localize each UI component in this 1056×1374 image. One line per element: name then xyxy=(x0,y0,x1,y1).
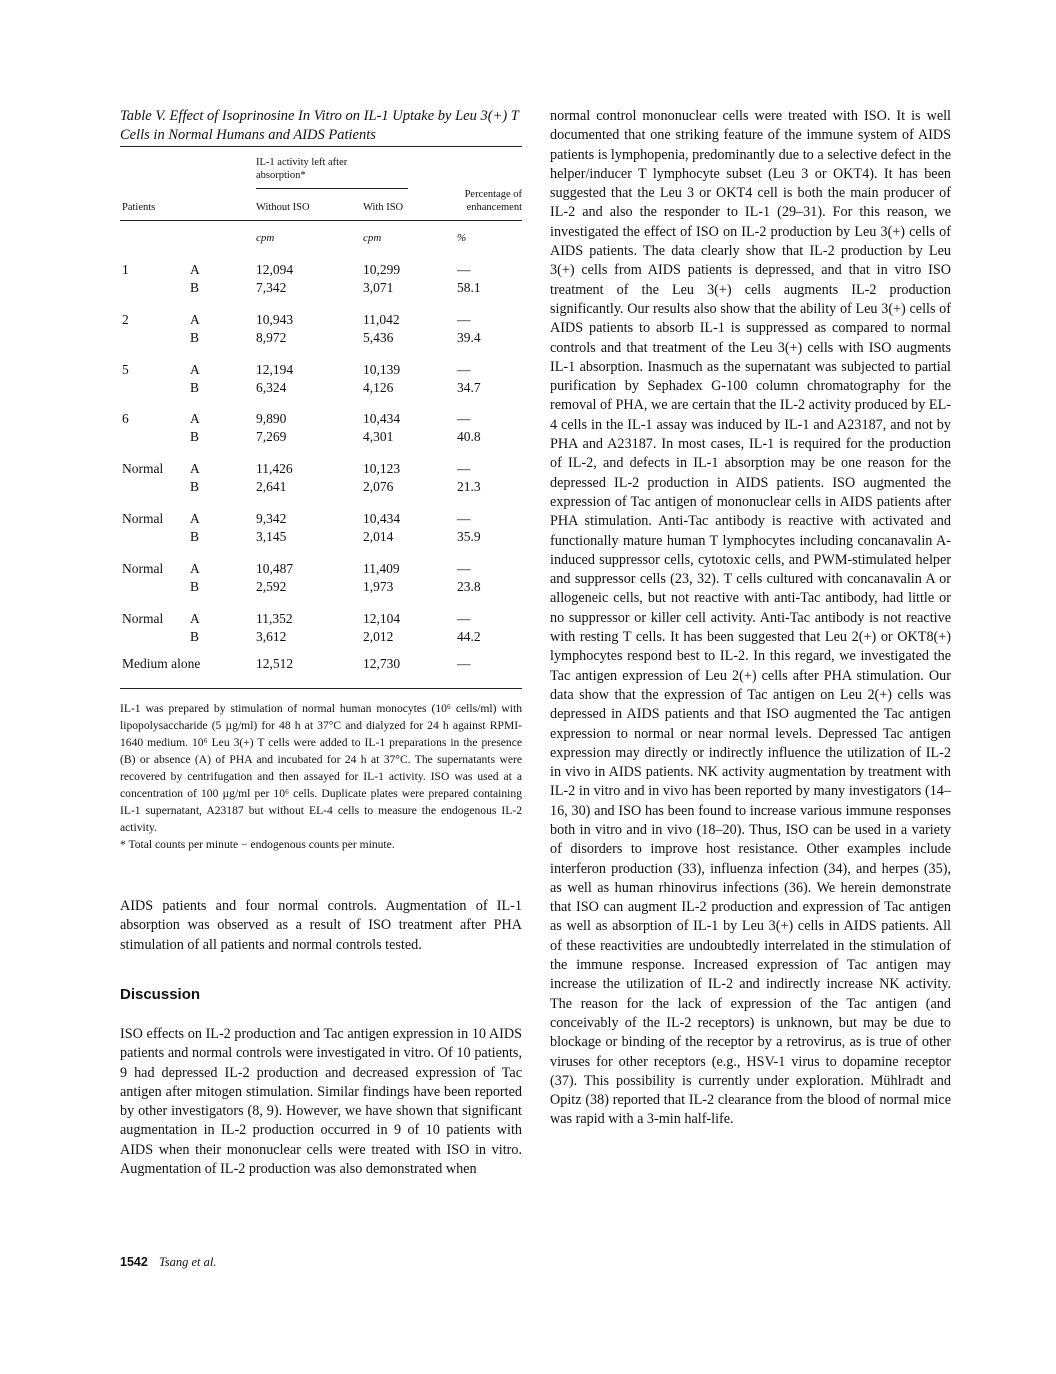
left-column-text-top xyxy=(120,897,522,955)
cell-condition: A xyxy=(190,511,200,526)
cell-percentage: 58.1 xyxy=(457,280,481,295)
cell-without-iso: 9,342 xyxy=(256,511,287,526)
medium-without: 12,512 xyxy=(256,656,294,671)
table-top-rule xyxy=(120,146,522,147)
cell-with-iso: 4,126 xyxy=(363,379,394,395)
cell-condition: B xyxy=(190,329,200,345)
col-with-iso: With ISO xyxy=(363,202,404,213)
medium-with: 12,730 xyxy=(363,656,401,671)
cell-patient: Normal xyxy=(122,511,164,526)
cell-without-iso: 8,972 xyxy=(256,329,287,345)
cell-percentage: — xyxy=(457,262,471,277)
cell-condition: A xyxy=(190,610,200,626)
cell-without-iso: 2,592 xyxy=(256,578,287,594)
left-column-text-bottom xyxy=(120,1025,522,1179)
cell-without-iso: 12,194 xyxy=(256,361,294,377)
cell-without-iso: 7,342 xyxy=(256,280,287,295)
cell-with-iso: 11,042 xyxy=(363,311,400,327)
cell-patient: Normal xyxy=(122,461,164,477)
table-caption: Table V. Effect of Isoprinosine In Vitro on IL-1 Uptake by Leu 3(+) T Cells in Normal Humans and AIDS Patients xyxy=(120,108,519,143)
cell-condition: A xyxy=(190,262,200,277)
cell-with-iso: 10,139 xyxy=(363,361,401,377)
cell-percentage: 35.9 xyxy=(457,529,481,544)
cell-percentage: 44.2 xyxy=(457,628,481,644)
table-footnote-star: * Total counts per minute − endogenous counts per minute. xyxy=(120,838,395,851)
cell-with-iso: 2,014 xyxy=(363,529,394,544)
cell-patient: 1 xyxy=(122,262,129,277)
cell-condition: A xyxy=(190,560,200,576)
cell-percentage: — xyxy=(457,560,471,576)
unit-cpm-with: cpm xyxy=(363,232,382,244)
cell-without-iso: 7,269 xyxy=(256,429,287,445)
col-patients: Patients xyxy=(122,202,156,213)
header-rule xyxy=(120,220,522,221)
cell-condition: B xyxy=(190,429,200,445)
cell-percentage: — xyxy=(457,461,471,477)
cell-with-iso: 10,434 xyxy=(363,411,401,427)
table-footnote: IL-1 was prepared by stimulation of normal human monocytes (10⁶ cells/ml) with lipopolysaccharide (5 µg/ml) for 48 h at 37°C and dialyzed for 24 h against RPMI-1640 medium. 10⁶ Leu 3(+) T cells were added to IL-1 preparations in the presence (B) or absence (A) of PHA and incubated for 24 h at 37°C. The supernatants were recovered by centrifugation and then assayed for IL-1 activity. ISO was used at a concentration of 100 µg/ml per 10⁶ cells. Duplicate plates were prepared containing IL-1 supernatant, A23187 but without EL-4 cells to measure the endogenous IL-2 activity. xyxy=(120,702,522,834)
cell-percentage: — xyxy=(457,411,471,427)
running-authors: Tsang et al. xyxy=(158,1255,217,1269)
cell-without-iso: 6,324 xyxy=(256,379,287,395)
medium-pct: — xyxy=(457,656,471,671)
right-column-text xyxy=(550,107,951,1130)
cell-condition: A xyxy=(190,461,200,477)
paragraph: AIDS patients and four normal controls. Augmentation of IL-1 absorption was observed as a result of ISO treatment after PHA stimulation of all patients and normal controls tested. xyxy=(120,898,522,953)
cell-without-iso: 11,352 xyxy=(256,610,293,626)
cell-percentage: — xyxy=(457,610,471,626)
cell-with-iso: 2,012 xyxy=(363,628,394,644)
cell-percentage: 21.3 xyxy=(457,479,481,495)
cell-without-iso: 9,890 xyxy=(256,411,287,427)
col-percentage: Percentage of enhancement xyxy=(464,189,522,213)
cell-with-iso: 5,436 xyxy=(363,329,394,345)
table-notes xyxy=(120,700,522,853)
cell-patient: 6 xyxy=(122,411,129,427)
cell-percentage: 39.4 xyxy=(457,329,481,345)
page-footer xyxy=(120,1255,216,1270)
cell-condition: A xyxy=(190,361,200,377)
cell-condition: A xyxy=(190,311,200,327)
cell-condition: B xyxy=(190,479,200,495)
cell-with-iso: 2,076 xyxy=(363,479,394,495)
cell-patient: Normal xyxy=(122,560,164,576)
unit-cpm-without: cpm xyxy=(256,232,275,244)
cell-with-iso: 3,071 xyxy=(363,280,394,295)
cell-condition: B xyxy=(190,628,200,644)
cell-percentage: 34.7 xyxy=(457,379,481,395)
cell-with-iso: 4,301 xyxy=(363,429,394,445)
cell-with-iso: 10,434 xyxy=(363,511,401,526)
cell-condition: B xyxy=(190,578,200,594)
page-number: 1542 xyxy=(120,1255,148,1269)
cell-without-iso: 10,487 xyxy=(256,560,294,576)
medium-label: Medium alone xyxy=(122,656,201,671)
col-group-header: IL-1 activity left after absorption* xyxy=(256,157,348,181)
table-bottom-rule xyxy=(120,688,522,689)
cell-patient: 5 xyxy=(122,361,129,377)
unit-percent: % xyxy=(457,232,467,244)
cell-patient: 2 xyxy=(122,311,129,327)
cell-condition: B xyxy=(190,379,200,395)
paragraph: ISO effects on IL-2 production and Tac antigen expression in 10 AIDS patients and normal controls were investigated in vitro. Of 10 patients, 9 had depressed IL-2 production and decreased expression of Tac antigen after mitogen stimulation. Similar findings have been reported by other investigators (8, 9). However, we have shown that significant augmentation in IL-2 production occurred in 9 of 10 patients with AIDS when their mononuclear cells were treated with ISO in vitro. Augmentation of IL-2 production was also demonstrated when xyxy=(120,1026,522,1178)
cell-without-iso: 10,943 xyxy=(256,311,294,327)
cell-condition: B xyxy=(190,280,200,295)
section-heading-discussion: Discussion xyxy=(120,986,201,1003)
cell-with-iso: 10,123 xyxy=(363,461,401,477)
cell-percentage: 23.8 xyxy=(457,578,481,594)
paragraph: normal control mononuclear cells were treated with ISO. It is well documented that one striking feature of the immune system of AIDS patients is lymphopenia, predominantly due to a selective defect in the helper/inducer T lymphocyte subset (Leu 3 or OKT4). It has been suggested that the Leu 3 or OKT4 cell is both the main producer of IL-2 and also the responder to IL-1 (29–31). For this reason, we investigated the effect of ISO on IL-2 production by Leu 3(+) cells of AIDS patients. The data clearly show that IL-2 production by Leu 3(+) cells from AIDS patients is depressed, and that in vitro ISO treatment of the Leu 3(+) cells augments IL-2 production significantly. Our results also show that the ability of Leu 3(+) cells of AIDS patients to absorb IL-1 is suppressed as compared to normal controls and that treatment of the Leu 3(+) cells with ISO augments IL-1 absorption. Inasmuch as the supernatant was subjected to partial purification by Sephadex G-100 column chromatography for the removal of PHA, we are certain that the IL-2 activity produced by EL-4 cells in the IL-1 assay was induced by IL-1 and A23187, and not by PHA and A23187. In most cases, IL-1 is required for the production of IL-2, and defects in IL-1 absorption may be one reason for the depressed IL-2 production in AIDS patients. ISO augmented the expression of Tac antigen of mononuclear cells in AIDS patients after PHA stimulation. Anti-Tac antibody is reactive with activated and functionally mature human T lymphocytes including concanavalin A-induced suppressor cells, cytotoxic cells, and PWM-stimulated helper and suppressor cells (23, 32). T cells cultured with concanavalin A or allogeneic cells, but not reactive with anti-Tac antibody, had little or no suppressor or killer cell activity. Anti-Tac antibody is not reactive with resting T cells. It has been suggested that Leu 2(+) or OKT8(+) lymphocytes respond best to IL-2. In this regard, we investigated the Tac antigen expression of Leu 2(+) cells after PHA stimulation. Our data show that the expression of Tac antigen on Leu 2(+) cells was depressed in AIDS patients and that ISO augmented the Tac antigen expression to normal or near normal levels. Depressed Tac antigen expression may directly or indirectly influence the utilization of IL-2 in vivo in AIDS patients. NK activity augmentation by treatment with IL-2 in vitro and in vivo has been reported by many investigators (14–16, 30) and ISO has been found to increase various immune responses both in vitro and in vivo (18–20). Thus, ISO can be used in a variety of disorders to improve host resistance. Other examples include interferon production (33), influenza infection (34), and herpes (35), as well as human rhinovirus infections (36). We herein demonstrate that ISO can augment IL-2 production and expression of Tac antigen as well as absorption of IL-1 by Leu 3(+) cells in AIDS patients. All of these reactivities are undoubtedly interrelated in the stimulation of the immune response. Increased expression of Tac antigen may increase the utilization of IL-2 and indirectly increase NK activity. The reason for the lack of expression of the Tac antigen (and conceivably of the IL-2 receptors) is unknown, but may be due to blockage or binding of the receptor by a retrovirus, as is true of other viruses for other receptors (e.g., HSV-1 virus to dopamine receptor (37). This possibility is currently under exploration. Mühlradt and Opitz (38) reported that IL-2 clearance from the blood of normal mice was rapid with a 3-min half-life. xyxy=(550,108,951,1128)
cell-percentage: — xyxy=(457,511,471,526)
cell-condition: B xyxy=(190,529,200,544)
cell-without-iso: 3,145 xyxy=(256,529,287,544)
cell-patient: Normal xyxy=(122,610,164,626)
cell-percentage: — xyxy=(457,361,471,377)
cell-without-iso: 12,094 xyxy=(256,262,294,277)
cell-condition: A xyxy=(190,411,200,427)
cell-with-iso: 10,299 xyxy=(363,262,401,277)
cell-without-iso: 11,426 xyxy=(256,461,293,477)
cell-without-iso: 3,612 xyxy=(256,628,287,644)
group-rule xyxy=(256,188,408,189)
col-without-iso: Without ISO xyxy=(256,202,310,213)
cell-percentage: 40.8 xyxy=(457,429,481,445)
cell-without-iso: 2,641 xyxy=(256,479,287,495)
cell-with-iso: 12,104 xyxy=(363,610,401,626)
cell-with-iso: 1,973 xyxy=(363,578,394,594)
cell-with-iso: 11,409 xyxy=(363,560,400,576)
cell-percentage: — xyxy=(457,311,471,327)
